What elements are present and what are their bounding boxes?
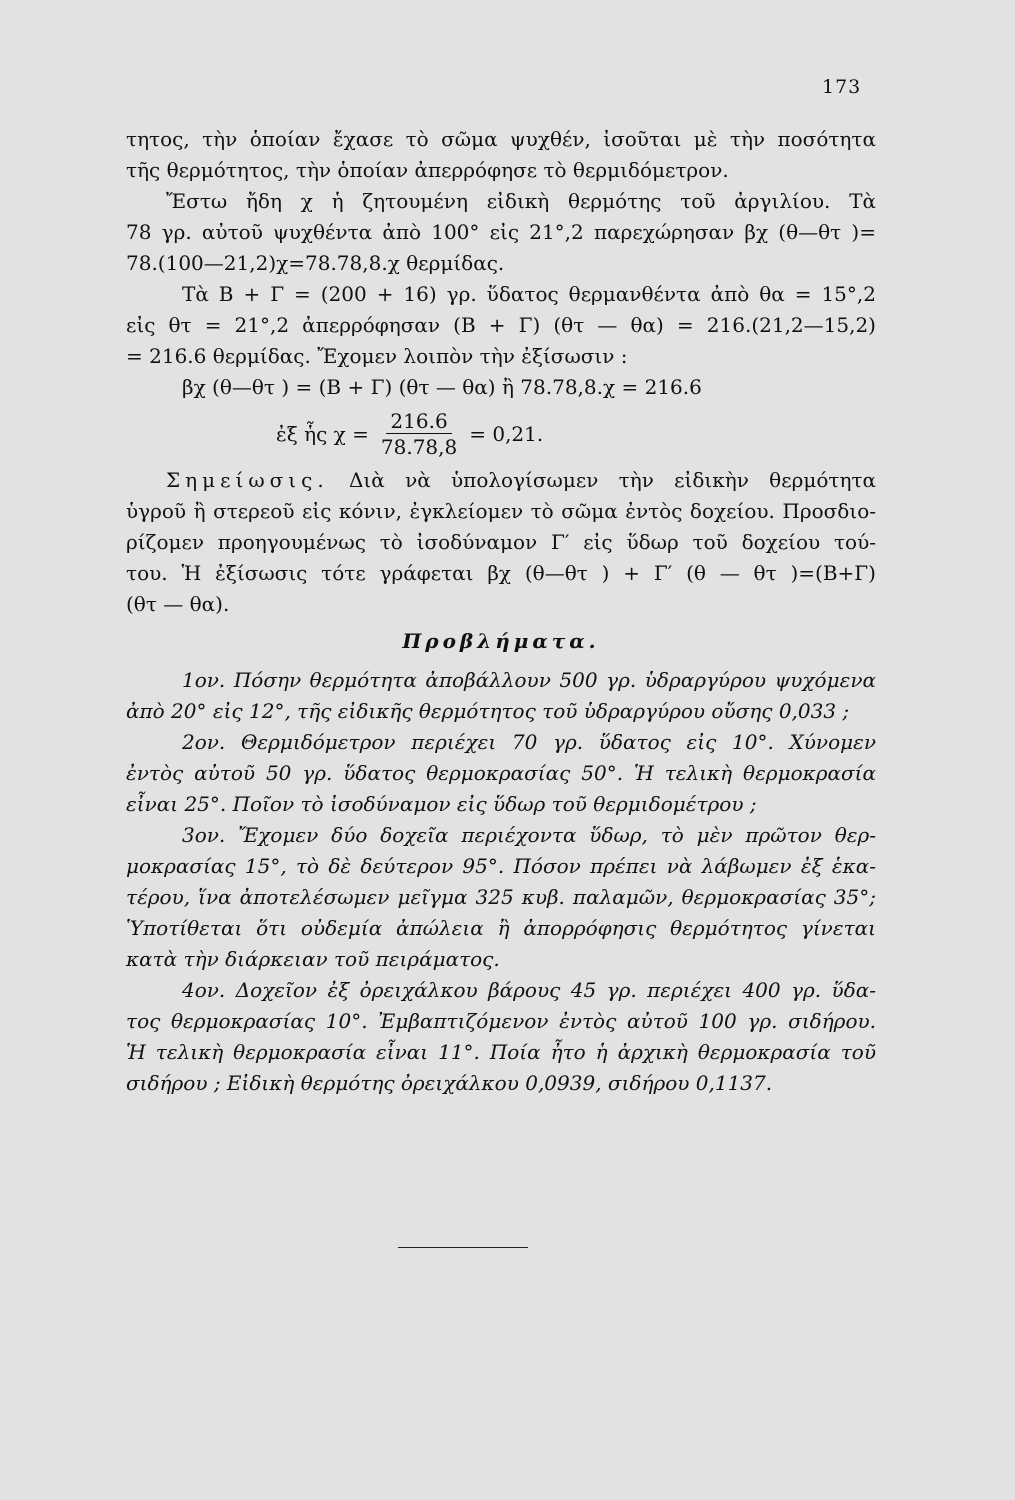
text-line: ὑγροῦ ἢ στερεοῦ εἰς κόνιν, ἐγκλείομεν τὸ σῶμα ἐντὸς δοχείου. Προσδιο-	[126, 499, 876, 523]
end-rule	[398, 1247, 528, 1248]
problem-line: τος θερμοκρασίας 10°. Ἐμβαπτιζόμενον ἐντὸς αὐτοῦ 100 γρ. σιδήρου.	[126, 1009, 876, 1033]
problem-line: 4ον. Δοχεῖον ἐξ ὀρειχάλκου βάρους 45 γρ. περιέχει 400 γρ. ὕδα-	[182, 978, 876, 1002]
problem-line: σιδήρου ; Εἰδικὴ θερμότης ὀρειχάλκου 0,0939, σιδήρου 0,1137.	[126, 1071, 773, 1095]
page-body	[126, 124, 876, 1099]
fraction-denominator: 78.78,8	[380, 434, 458, 459]
problem-line: Ἡ τελικὴ θερμοκρασία εἶναι 11°. Ποία ἦτο ἡ ἀρχικὴ θερμοκρασία τοῦ	[126, 1040, 876, 1064]
text-line: (θτ — θα).	[126, 592, 230, 616]
fraction	[377, 409, 461, 460]
problem-line: Ὑποτίθεται ὅτι οὐδεμία ἀπώλεια ἢ ἀπορρόφησις θερμότητος γίνεται	[126, 916, 876, 940]
text-line: εἰς θτ = 21°,2 ἀπερρόφησαν (Β + Γ) (θτ — θα) = 216.(21,2—15,2)	[126, 313, 876, 337]
text-line: = 216.6 θερμίδας. Ἔχομεν λοιπὸν τὴν ἐξίσωσιν :	[126, 344, 628, 368]
text-line: του. Ἡ ἐξίσωσις τότε γράφεται βχ (θ—θτ ) + Γ′ (θ — θτ )=(Β+Γ)	[126, 561, 876, 585]
text-line: ρίζομεν προηγουμένως τὸ ἰσοδύναμον Γ′ εἰς ὕδωρ τοῦ δοχείου τού-	[126, 530, 876, 554]
note-text: Διὰ νὰ ὑπολογίσωμεν τὴν εἰδικὴν θερμότητα	[328, 468, 876, 492]
equation-line: βχ (θ—θτ ) = (Β + Γ) (θτ — θα) ἢ 78.78,8.χ = 216.6	[182, 375, 702, 399]
fraction-suffix: = 0,21.	[469, 421, 544, 446]
note-line	[126, 465, 876, 496]
problem-line: ἐντὸς αὐτοῦ 50 γρ. ὕδατος θερμοκρασίας 50°. Ἡ τελικὴ θερμοκρασία	[126, 761, 876, 785]
problem-line: εἶναι 25°. Ποῖον τὸ ἰσοδύναμον εἰς ὕδωρ τοῦ θερμιδομέτρου ;	[126, 792, 757, 816]
text-line: 78 γρ. αὐτοῦ ψυχθέντα ἀπὸ 100° εἰς 21°,2 παρεχώρησαν βχ (θ—θτ )=	[126, 220, 876, 244]
section-heading: Προβλήματα.	[402, 629, 600, 653]
text-line: Ἔστω ἤδη χ ἡ ζητουμένη εἰδικὴ θερμότης τοῦ ἀργιλίου. Τὰ	[166, 189, 876, 213]
fraction-prefix: ἐξ ἧς χ =	[276, 421, 369, 446]
problem-line: κατὰ τὴν διάρκειαν τοῦ πειράματος.	[126, 947, 500, 971]
note-label: Σημείωσις.	[166, 468, 329, 492]
problem-line: μοκρασίας 15°, τὸ δὲ δεύτερον 95°. Πόσον πρέπει νὰ λάβωμεν ἐξ ἑκα-	[126, 854, 876, 878]
problem-line: τέρου, ἵνα ἀποτελέσωμεν μεῖγμα 325 κυβ. παλαμῶν, θερμοκρασίας 35°;	[126, 885, 876, 909]
text-line: 78.(100—21,2)χ=78.78,8.χ θερμίδας.	[126, 251, 505, 275]
problem-line: ἀπὸ 20° εἰς 12°, τῆς εἰδικῆς θερμότητος τοῦ ὑδραργύρου οὔσης 0,033 ;	[126, 699, 850, 723]
fraction-equation	[126, 403, 876, 465]
text-line: τῆς θερμότητος, τὴν ὁποίαν ἀπερρόφησε τὸ θερμιδόμετρον.	[126, 158, 729, 182]
problem-line: 1ον. Πόσην θερμότητα ἀποβάλλουν 500 γρ. ὑδραργύρου ψυχόμενα	[182, 668, 876, 692]
text-line: τητος, τὴν ὁποίαν ἔχασε τὸ σῶμα ψυχθέν, ἰσοῦται μὲ τὴν ποσότητα	[126, 127, 876, 151]
fraction-numerator: 216.6	[386, 409, 451, 434]
problem-line: 3ον. Ἔχομεν δύο δοχεῖα περιέχοντα ὕδωρ, τὸ μὲν πρῶτον θερ-	[182, 823, 876, 847]
page-number: 173	[822, 76, 862, 98]
text-line: Τὰ Β + Γ = (200 + 16) γρ. ὕδατος θερμανθέντα ἀπὸ θα = 15°,2	[182, 282, 876, 306]
problem-line: 2ον. Θερμιδόμετρον περιέχει 70 γρ. ὕδατος εἰς 10°. Χύνομεν	[182, 730, 876, 754]
